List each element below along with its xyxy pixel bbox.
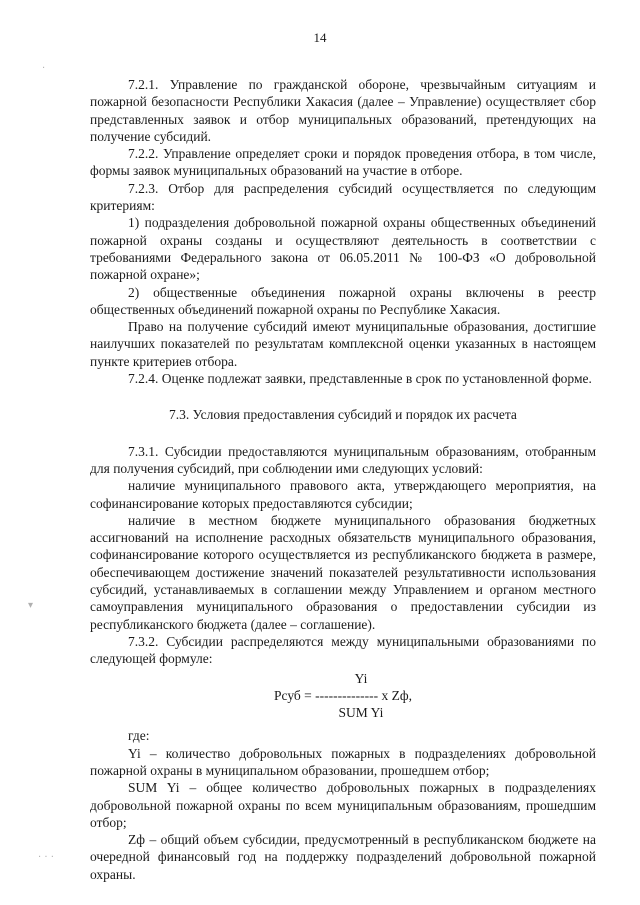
criterion-2: 2) общественные объединения пожарной охраны включены в реестр общественных объединений пожарной охраны по Республике Хакасия. (90, 284, 596, 317)
subsidy-formula (90, 670, 596, 722)
paragraph-7-2-1: 7.2.1. Управление по гражданской обороне, чрезвычайным ситуациям и пожарной безопасности Республики Хакасия (далее – Управление) осуществляет сбор представленных заявок и отбор муниципальных образований, претендующих на получение субсидий. (90, 77, 596, 144)
scan-speck: · · · (38, 852, 54, 863)
paragraph-7-2-3: 7.2.3. Отбор для распределения субсидий осуществляется по следующим критериям: (90, 180, 596, 214)
formula-main: Рсуб = -------------- х Zф, (274, 687, 412, 703)
paragraph-7-3-1: 7.3.1. Субсидии предоставляются муниципальным образованиям, отобранным для получения субсидий, при соблюдении ими следующих условий: (90, 443, 596, 476)
formula-numerator: Yi (354, 670, 368, 686)
document-body (90, 76, 596, 883)
definition-sum-yi: SUM Yi – общее количество добровольных пожарных в подразделениях добровольной пожарной охраны по всем муниципальным образованиям, прошедшим отбор; (90, 780, 596, 830)
paragraph-7-2-2: 7.2.2. Управление определяет сроки и порядок проведения отбора, в том числе, формы заявок муниципальных образований на участие в отборе. (90, 146, 596, 179)
where-label: где: (128, 728, 150, 744)
definition-yi: Yi – количество добровольных пожарных в подразделениях добровольной пожарной охраны в муниципальном образовании, прошедшем отбор; (90, 745, 596, 778)
scan-speck: ▾ (28, 600, 34, 611)
paragraph-7-2-4: 7.2.4. Оценке подлежат заявки, представленные в срок по установленной форме. (128, 371, 592, 387)
condition-2: наличие в местном бюджете муниципального образования бюджетных ассигнований на исполнение расходных обязательств муниципального образования, софинансирование которого осуществляется из республиканского бюджета в размере, обеспечивающем достижение значений показателей результативности использования субсидий, устанавливаемых в соглашении между Управлением и органом местного самоуправления муниципального образования о предоставлении субсидии из республиканского бюджета (далее – соглашение). (90, 512, 596, 632)
section-heading: 7.3. Условия предоставления субсидий и порядок их расчета (169, 407, 517, 423)
paragraph-7-3-2: 7.3.2. Субсидии распределяются между муниципальными образованиями по следующей формуле: (90, 633, 596, 667)
definition-zf: Zф – общий объем субсидии, предусмотренный в республиканском бюджете на очередной финансовый год на поддержку подразделений добровольной пожарной охраны. (90, 832, 596, 882)
condition-1: наличие муниципального правового акта, утверждающего мероприятия, на софинансирование которых предоставляются субсидии; (90, 478, 596, 511)
formula-denominator: SUM Yi (338, 705, 384, 721)
page-number: 14 (313, 30, 327, 45)
criterion-1: 1) подразделения добровольной пожарной охраны общественных объединений пожарной охраны созданы и осуществляют деятельность в соответствии с требованиями Федерального закона от 06.05.2011 № 100-ФЗ «О добровольной пожарной охране»; (90, 215, 596, 283)
scan-speck: · (42, 63, 46, 74)
paragraph-right-to-subsidy: Право на получение субсидий имеют муниципальные образования, достигшие наилучших показателей по результатам комплексной оценки указанных в настоящем пункте критериев отбора. (90, 319, 596, 369)
